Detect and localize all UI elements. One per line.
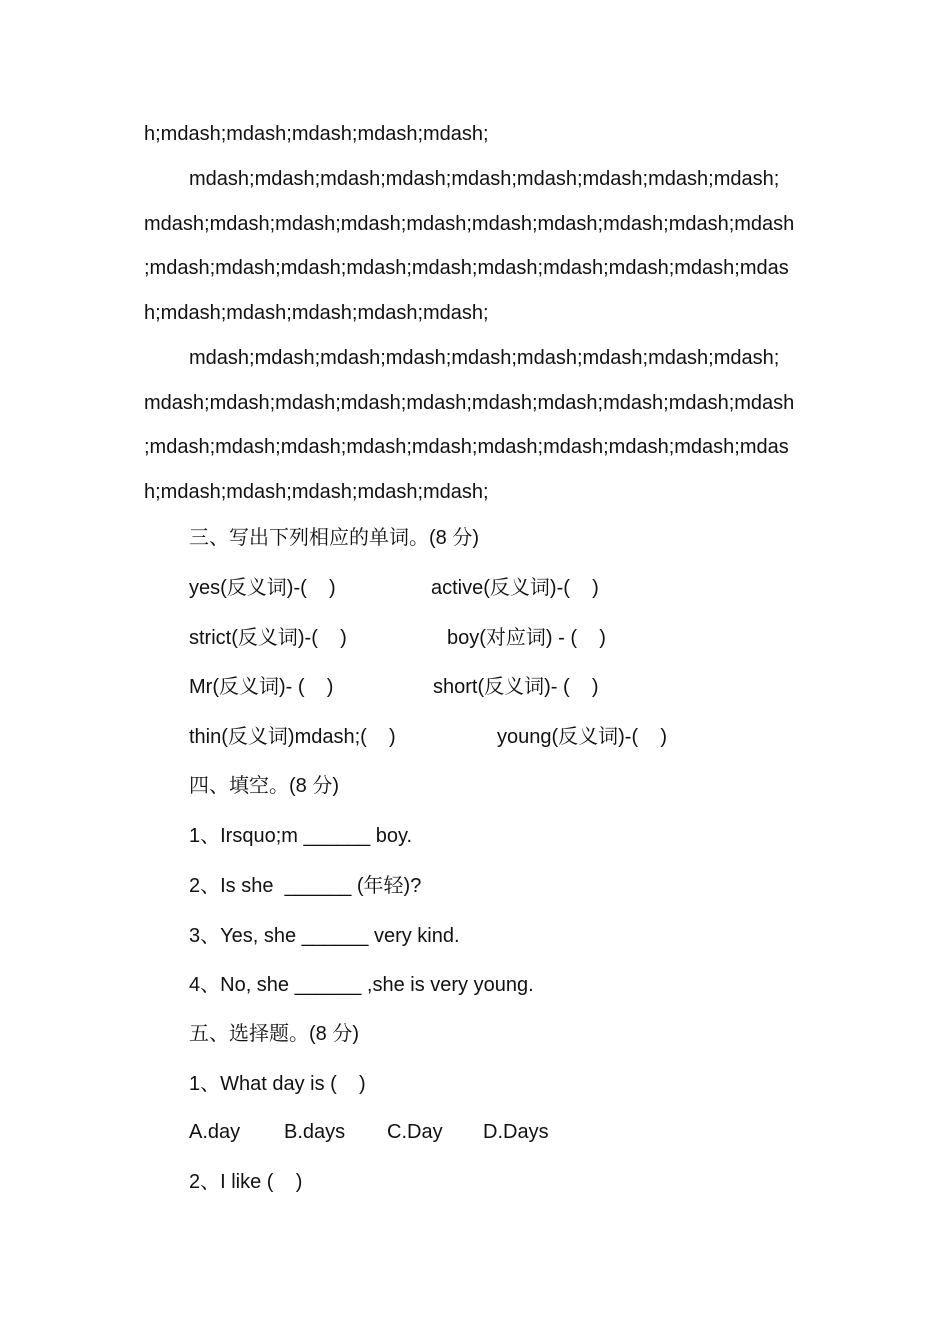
exercise-item: thin(反义词)mdash;( ) (189, 726, 396, 748)
exercise-item: yes(反义词)-( ) (189, 577, 336, 599)
answer-option: C.Day (387, 1121, 443, 1143)
text-line: ;mdash;mdash;mdash;mdash;mdash;mdash;mdash;mdash;mdash;mdas (144, 436, 789, 458)
exercise-item: 1、What day is ( ) (189, 1073, 366, 1095)
answer-option: A.day (189, 1121, 241, 1143)
text-line: ;mdash;mdash;mdash;mdash;mdash;mdash;mdash;mdash;mdash;mdas (144, 257, 789, 279)
text-line: mdash;mdash;mdash;mdash;mdash;mdash;mdash;mdash;mdash; (189, 347, 780, 369)
exercise-item: active(反义词)-( ) (431, 577, 599, 599)
exercise-item: 2、I like ( ) (189, 1171, 303, 1193)
exercise-item: young(反义词)-( ) (497, 726, 668, 748)
section-heading: 四、填空。(8 分) (189, 775, 339, 797)
section-heading: 五、选择题。(8 分) (189, 1023, 359, 1045)
exercise-item: short(反义词)- ( ) (433, 676, 599, 698)
text-line: h;mdash;mdash;mdash;mdash;mdash; (144, 302, 489, 324)
answer-option: B.days (284, 1121, 346, 1143)
answer-option: D.Days (483, 1121, 549, 1143)
exercise-item: boy(对应词) - ( ) (447, 627, 606, 649)
text-line: mdash;mdash;mdash;mdash;mdash;mdash;mdash;mdash;mdash;mdash (144, 213, 795, 235)
text-line: mdash;mdash;mdash;mdash;mdash;mdash;mdash;mdash;mdash;mdash (144, 392, 795, 414)
exercise-item: 1、Irsquo;m ______ boy. (189, 825, 413, 847)
exercise-item: strict(反义词)-( ) (189, 627, 347, 649)
text-line: mdash;mdash;mdash;mdash;mdash;mdash;mdash;mdash;mdash; (189, 168, 780, 190)
section-heading: 三、写出下列相应的单词。(8 分) (189, 527, 479, 549)
exercise-item: Mr(反义词)- ( ) (189, 676, 334, 698)
exercise-item: 3、Yes, she ______ very kind. (189, 925, 460, 947)
text-line: h;mdash;mdash;mdash;mdash;mdash; (144, 481, 489, 503)
exercise-item: 4、No, she ______ ,she is very young. (189, 974, 534, 996)
text-line: h;mdash;mdash;mdash;mdash;mdash; (144, 123, 489, 145)
exercise-item: 2、Is she ______ (年轻)? (189, 875, 422, 897)
